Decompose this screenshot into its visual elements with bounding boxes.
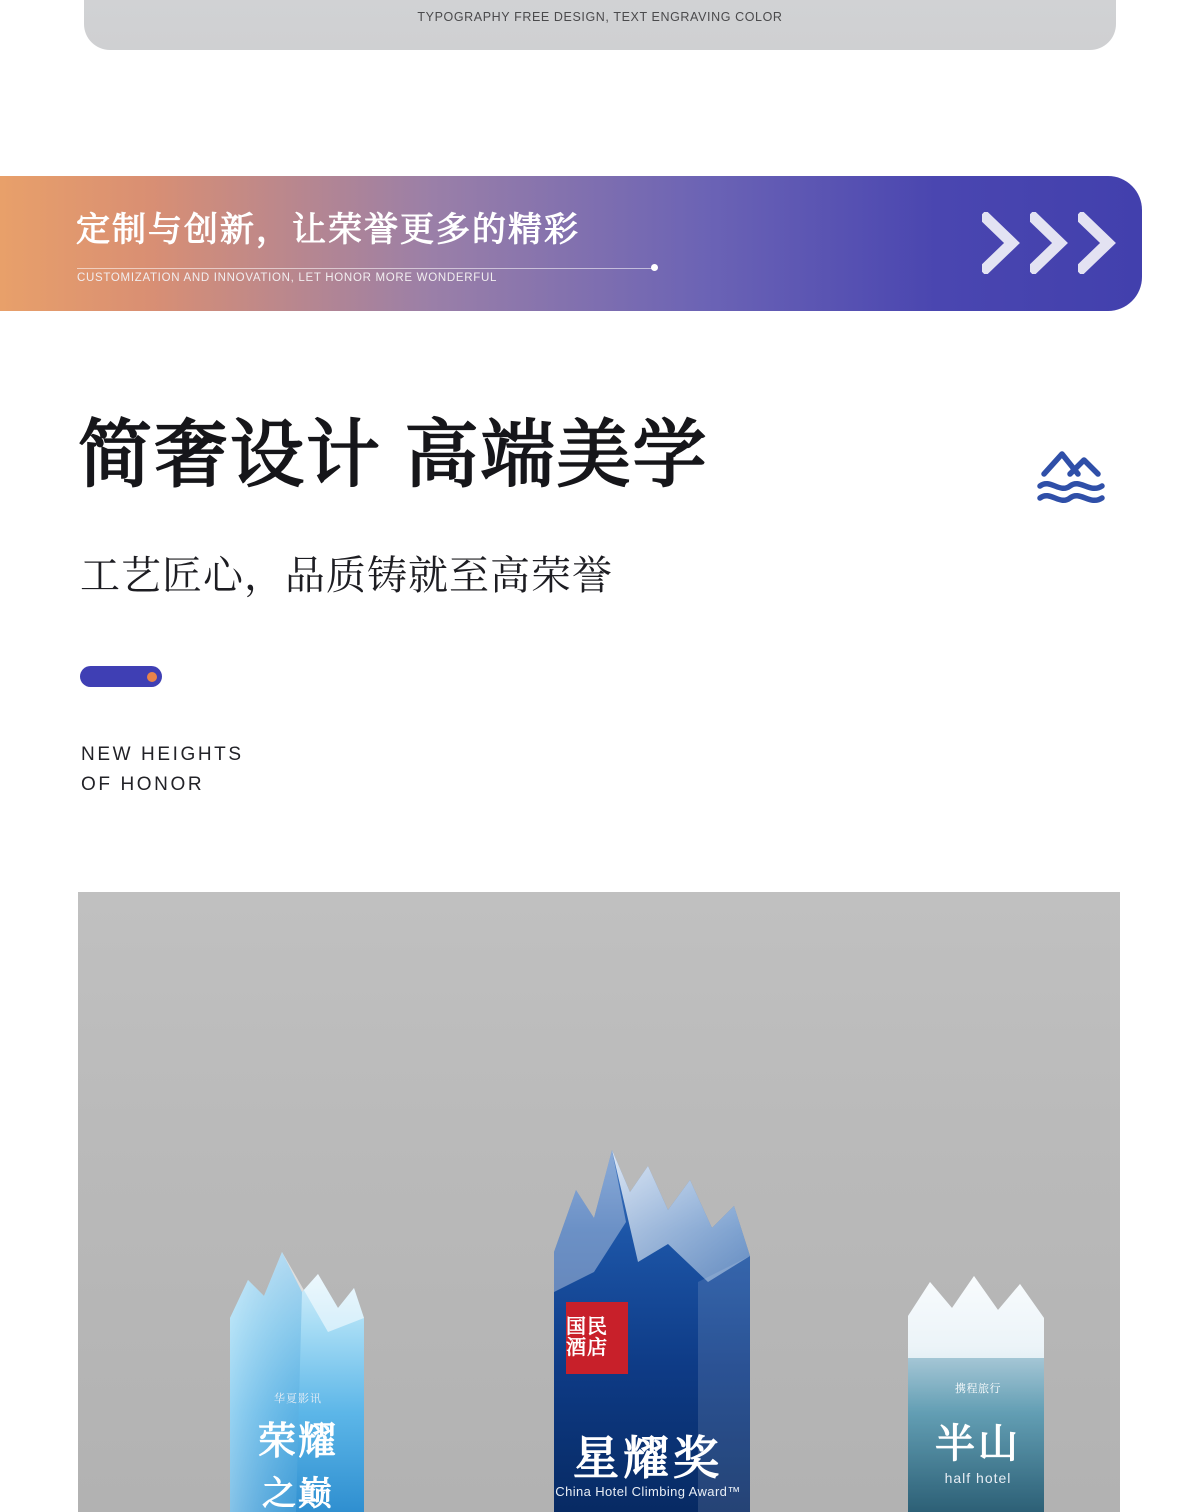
product-photo: [78, 892, 1120, 1512]
trophy-left-subtitle: 之巅: [262, 1475, 334, 1512]
page-subtitle: 工艺匠心，品质铸就至高荣誉: [80, 554, 613, 598]
accent-dot: [147, 672, 157, 682]
double-chevron-right-icon: [982, 212, 1124, 274]
trophy-center-subtitle: China Hotel Climbing Award™: [555, 1484, 741, 1499]
page-title: 简奢设计 高端美学: [78, 413, 709, 496]
mountain-wave-icon: [1032, 444, 1110, 510]
top-card-strip: [84, 0, 1116, 50]
top-card-caption: TYPOGRAPHY FREE DESIGN, TEXT ENGRAVING COLOR: [417, 10, 783, 24]
trophy-right-title: 半山: [935, 1422, 1021, 1466]
trophy-center-seal: 国民酒店: [566, 1302, 628, 1374]
banner-subtitle: CUSTOMIZATION AND INNOVATION, LET HONOR MORE WONDERFUL: [77, 272, 498, 284]
english-tagline-line1: NEW HEIGHTS: [81, 744, 244, 765]
gradient-banner: [0, 176, 1142, 311]
banner-divider-dot: [651, 264, 658, 271]
english-tagline-line2: OF HONOR: [81, 774, 205, 795]
trophy-left-engraving: 华夏影讯: [274, 1393, 322, 1405]
trophy-left-title: 荣耀: [257, 1421, 338, 1463]
trophy-right-subbrand: half hotel: [944, 1470, 1012, 1486]
banner-divider: [77, 268, 652, 269]
trophy-center-title: 星耀奖: [573, 1432, 723, 1484]
trophy-right-brand: 携程旅行: [955, 1383, 1001, 1395]
banner-title: 定制与创新，让荣誉更多的精彩: [76, 211, 580, 249]
trophy-center: [498, 1132, 798, 1512]
trophy-left: [178, 1222, 418, 1512]
english-tagline: [81, 740, 244, 800]
trophy-right: [868, 1262, 1088, 1512]
accent-pill: [80, 666, 162, 687]
